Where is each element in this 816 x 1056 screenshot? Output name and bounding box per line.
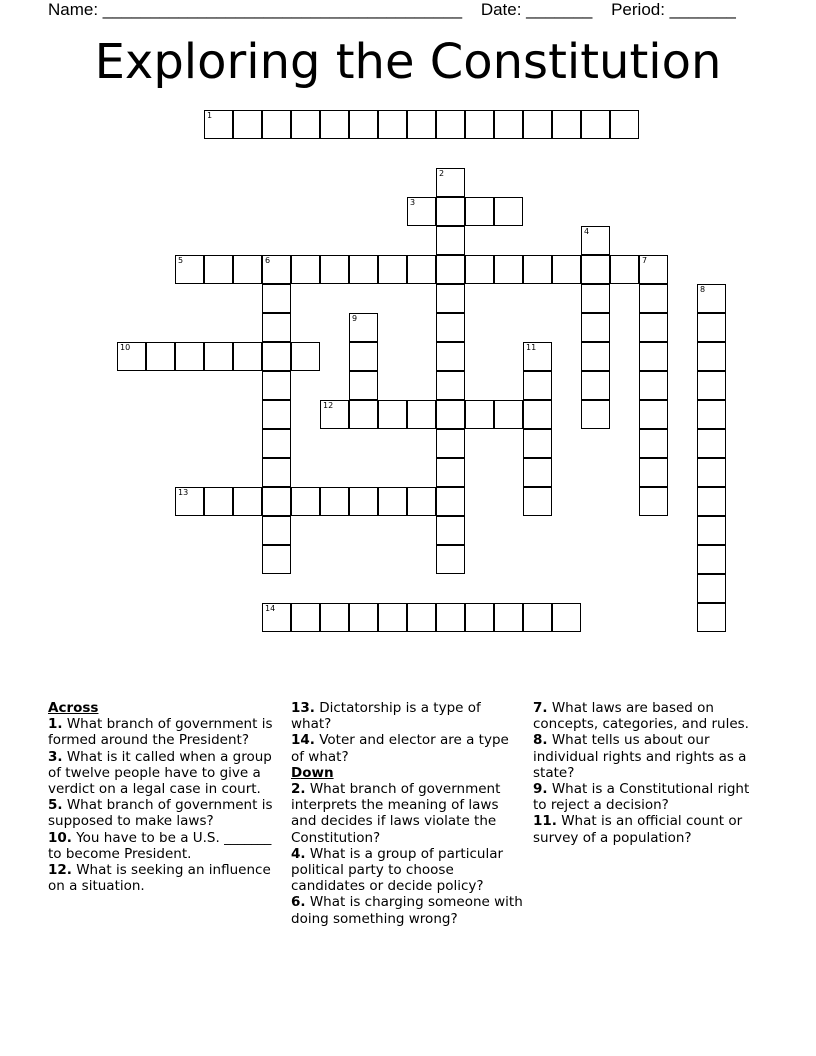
grid-cell[interactable] — [378, 255, 407, 284]
grid-cell[interactable] — [262, 400, 291, 429]
grid-cell[interactable] — [581, 255, 610, 284]
grid-cell[interactable] — [523, 603, 552, 632]
grid-cell[interactable] — [697, 487, 726, 516]
grid-cell[interactable] — [436, 429, 465, 458]
grid-cell[interactable] — [378, 110, 407, 139]
grid-cell[interactable] — [465, 255, 494, 284]
clue-number: 12 — [323, 401, 334, 410]
grid-cell[interactable] — [262, 603, 291, 632]
grid-cell[interactable] — [697, 574, 726, 603]
clue-text: You have to be a U.S. _______ to become President. — [48, 829, 272, 862]
grid-cell[interactable] — [262, 429, 291, 458]
clue-number: 8 — [700, 285, 706, 294]
grid-cell[interactable] — [465, 110, 494, 139]
grid-cell[interactable] — [436, 342, 465, 371]
grid-cell[interactable] — [436, 284, 465, 313]
grid-cell[interactable] — [436, 487, 465, 516]
grid-cell[interactable] — [494, 255, 523, 284]
clue-number: 7 — [642, 256, 648, 265]
grid-cell[interactable] — [436, 168, 465, 197]
clue-number: 11 — [526, 343, 537, 352]
grid-cell[interactable] — [494, 110, 523, 139]
puzzle-title: Exploring the Constitution — [94, 34, 722, 90]
clue-text: What laws are based on concepts, categories, and rules. — [533, 700, 749, 733]
clue-text: What is an official count or survey of a population? — [533, 813, 743, 846]
grid-cell[interactable] — [523, 342, 552, 371]
grid-cell[interactable] — [320, 255, 349, 284]
grid-cell[interactable] — [349, 342, 378, 371]
grid-cell[interactable] — [262, 516, 291, 545]
grid-cell[interactable] — [117, 342, 146, 371]
grid-cell[interactable] — [291, 110, 320, 139]
grid-cell[interactable] — [262, 371, 291, 400]
clue-number-label: 10. — [48, 829, 72, 846]
grid-cell[interactable] — [378, 487, 407, 516]
clue-text: What branch of government is formed around the President? — [48, 716, 273, 749]
grid-cell[interactable] — [639, 284, 668, 313]
grid-cell[interactable] — [552, 110, 581, 139]
grid-cell[interactable] — [378, 400, 407, 429]
grid-cell[interactable] — [581, 110, 610, 139]
grid-cell[interactable] — [697, 313, 726, 342]
grid-cell[interactable] — [639, 400, 668, 429]
grid-cell[interactable] — [436, 458, 465, 487]
grid-cell[interactable] — [523, 371, 552, 400]
grid-cell[interactable] — [320, 487, 349, 516]
clue-across-14 — [291, 732, 525, 764]
grid-cell[interactable] — [407, 603, 436, 632]
clue-across-10 — [48, 830, 282, 862]
grid-cell[interactable] — [262, 284, 291, 313]
grid-cell[interactable] — [523, 255, 552, 284]
clue-section-heading: Down — [291, 764, 334, 781]
clue-text: What is charging someone with doing something wrong? — [291, 894, 523, 927]
grid-cell[interactable] — [407, 110, 436, 139]
grid-cell[interactable] — [581, 342, 610, 371]
grid-cell[interactable] — [436, 371, 465, 400]
grid-cell[interactable] — [378, 603, 407, 632]
clue-section-heading: Across — [48, 700, 99, 716]
grid-cell[interactable] — [407, 487, 436, 516]
period-field[interactable]: Period: _______ — [611, 0, 736, 19]
grid-cell[interactable] — [697, 516, 726, 545]
clue-number: 13 — [178, 488, 189, 497]
clue-number-label: 7. — [533, 700, 548, 716]
clue-across-12 — [48, 862, 282, 894]
grid-cell[interactable] — [146, 342, 175, 371]
grid-cell[interactable] — [349, 400, 378, 429]
grid-cell[interactable] — [233, 487, 262, 516]
grid-cell[interactable] — [262, 342, 291, 371]
grid-cell[interactable] — [320, 110, 349, 139]
clue-text: What is a Constitutional right to reject a decision? — [533, 781, 750, 814]
clue-number-label: 2. — [291, 781, 306, 798]
clue-across-5 — [48, 797, 282, 829]
clue-number-label: 13. — [291, 700, 315, 716]
grid-cell[interactable] — [233, 110, 262, 139]
grid-cell[interactable] — [639, 255, 668, 284]
clue-number-label: 8. — [533, 732, 548, 749]
grid-cell[interactable] — [697, 603, 726, 632]
grid-cell[interactable] — [494, 603, 523, 632]
clue-number: 9 — [352, 314, 358, 323]
grid-cell[interactable] — [204, 342, 233, 371]
grid-cell[interactable] — [581, 400, 610, 429]
clue-number: 3 — [410, 198, 416, 207]
clue-number: 10 — [120, 343, 131, 352]
grid-cell[interactable] — [291, 255, 320, 284]
grid-cell[interactable] — [349, 487, 378, 516]
grid-cell[interactable] — [291, 342, 320, 371]
grid-cell[interactable] — [639, 487, 668, 516]
clue-number-label: 12. — [48, 862, 72, 879]
clue-down-11 — [533, 813, 767, 845]
grid-cell[interactable] — [320, 603, 349, 632]
clue-across-1 — [48, 716, 282, 748]
grid-cell[interactable] — [697, 371, 726, 400]
clue-text: What is it called when a group of twelve people have to give a verdict on a legal case in court. — [48, 748, 272, 798]
grid-cell[interactable] — [436, 197, 465, 226]
grid-cell[interactable] — [465, 603, 494, 632]
grid-cell[interactable] — [697, 400, 726, 429]
grid-cell[interactable] — [204, 255, 233, 284]
clue-text: What is a group of particular political party to choose candidates or decide policy? — [291, 845, 504, 895]
clue-number-label: 6. — [291, 894, 306, 911]
grid-cell[interactable] — [581, 284, 610, 313]
clue-number: 1 — [207, 111, 213, 120]
grid-cell[interactable] — [436, 255, 465, 284]
clue-column-1 — [48, 700, 282, 894]
grid-cell[interactable] — [581, 371, 610, 400]
clue-number-label: 4. — [291, 845, 306, 862]
grid-cell[interactable] — [610, 110, 639, 139]
grid-cell[interactable] — [436, 110, 465, 139]
clue-number: 5 — [178, 256, 184, 265]
grid-cell[interactable] — [349, 371, 378, 400]
clue-number-label: 1. — [48, 716, 63, 733]
date-field[interactable]: Date: _______ — [480, 0, 593, 19]
grid-cell[interactable] — [581, 226, 610, 255]
grid-cell[interactable] — [349, 603, 378, 632]
grid-cell[interactable] — [523, 458, 552, 487]
clue-column-2 — [291, 700, 525, 927]
grid-cell[interactable] — [465, 400, 494, 429]
clue-number: 6 — [265, 256, 271, 265]
clue-across-3 — [48, 749, 282, 798]
clue-column-3 — [533, 700, 767, 846]
grid-cell[interactable] — [436, 400, 465, 429]
grid-cell[interactable] — [262, 487, 291, 516]
clue-across-13 — [291, 700, 525, 732]
clue-number: 4 — [584, 227, 590, 236]
grid-cell[interactable] — [523, 110, 552, 139]
grid-cell[interactable] — [233, 342, 262, 371]
grid-cell[interactable] — [291, 487, 320, 516]
clue-down-8 — [533, 732, 767, 781]
grid-cell[interactable] — [262, 110, 291, 139]
name-field[interactable]: Name: ______________________________________ — [48, 0, 463, 19]
grid-cell[interactable] — [175, 342, 204, 371]
grid-cell[interactable] — [697, 342, 726, 371]
grid-cell[interactable] — [552, 255, 581, 284]
clue-number-label: 11. — [533, 813, 557, 830]
grid-cell[interactable] — [175, 487, 204, 516]
grid-cell[interactable] — [552, 603, 581, 632]
grid-cell[interactable] — [436, 545, 465, 574]
grid-cell[interactable] — [262, 313, 291, 342]
grid-cell[interactable] — [523, 429, 552, 458]
grid-cell[interactable] — [639, 429, 668, 458]
clue-number-label: 14. — [291, 732, 315, 749]
grid-cell[interactable] — [436, 603, 465, 632]
grid-cell[interactable] — [262, 458, 291, 487]
grid-cell[interactable] — [610, 255, 639, 284]
grid-cell[interactable] — [697, 458, 726, 487]
clue-number-label: 9. — [533, 781, 548, 798]
grid-cell[interactable] — [639, 313, 668, 342]
clue-text: What is seeking an influence on a situation. — [48, 862, 271, 895]
grid-cell[interactable] — [349, 110, 378, 139]
clue-down-6 — [291, 894, 525, 926]
clue-text: Dictatorship is a type of what? — [291, 700, 481, 733]
grid-cell[interactable] — [262, 255, 291, 284]
clue-down-4 — [291, 846, 525, 895]
grid-cell[interactable] — [262, 545, 291, 574]
clue-number-label: 5. — [48, 797, 63, 814]
grid-cell[interactable] — [175, 255, 204, 284]
grid-cell[interactable] — [639, 371, 668, 400]
clue-down-9 — [533, 781, 767, 813]
clue-number: 2 — [439, 169, 445, 178]
grid-cell[interactable] — [523, 400, 552, 429]
grid-cell[interactable] — [494, 400, 523, 429]
grid-cell[interactable] — [581, 313, 610, 342]
grid-cell[interactable] — [465, 197, 494, 226]
clue-text: What tells us about our individual rights and rights as a state? — [533, 732, 747, 781]
clue-number-label: 3. — [48, 748, 63, 765]
grid-cell[interactable] — [639, 342, 668, 371]
grid-cell[interactable] — [407, 400, 436, 429]
grid-cell[interactable] — [436, 313, 465, 342]
grid-cell[interactable] — [407, 255, 436, 284]
grid-cell[interactable] — [204, 487, 233, 516]
clue-text: What branch of government interprets the meaning of laws and decides if laws violate the Constitution? — [291, 781, 501, 846]
grid-cell[interactable] — [697, 284, 726, 313]
clue-down-2 — [291, 781, 525, 846]
grid-cell[interactable] — [233, 255, 262, 284]
grid-cell[interactable] — [436, 226, 465, 255]
clue-text: What branch of government is supposed to make laws? — [48, 797, 273, 830]
grid-cell[interactable] — [523, 487, 552, 516]
clue-down-7 — [533, 700, 767, 732]
clue-number: 14 — [265, 604, 276, 613]
grid-cell[interactable] — [697, 545, 726, 574]
grid-cell[interactable] — [320, 400, 349, 429]
grid-cell[interactable] — [349, 313, 378, 342]
grid-cell[interactable] — [436, 516, 465, 545]
grid-cell[interactable] — [407, 197, 436, 226]
grid-cell[interactable] — [349, 255, 378, 284]
clue-text: Voter and elector are a type of what? — [291, 732, 509, 765]
grid-cell[interactable] — [494, 197, 523, 226]
grid-cell[interactable] — [204, 110, 233, 139]
grid-cell[interactable] — [291, 603, 320, 632]
grid-cell[interactable] — [639, 458, 668, 487]
grid-cell[interactable] — [697, 429, 726, 458]
